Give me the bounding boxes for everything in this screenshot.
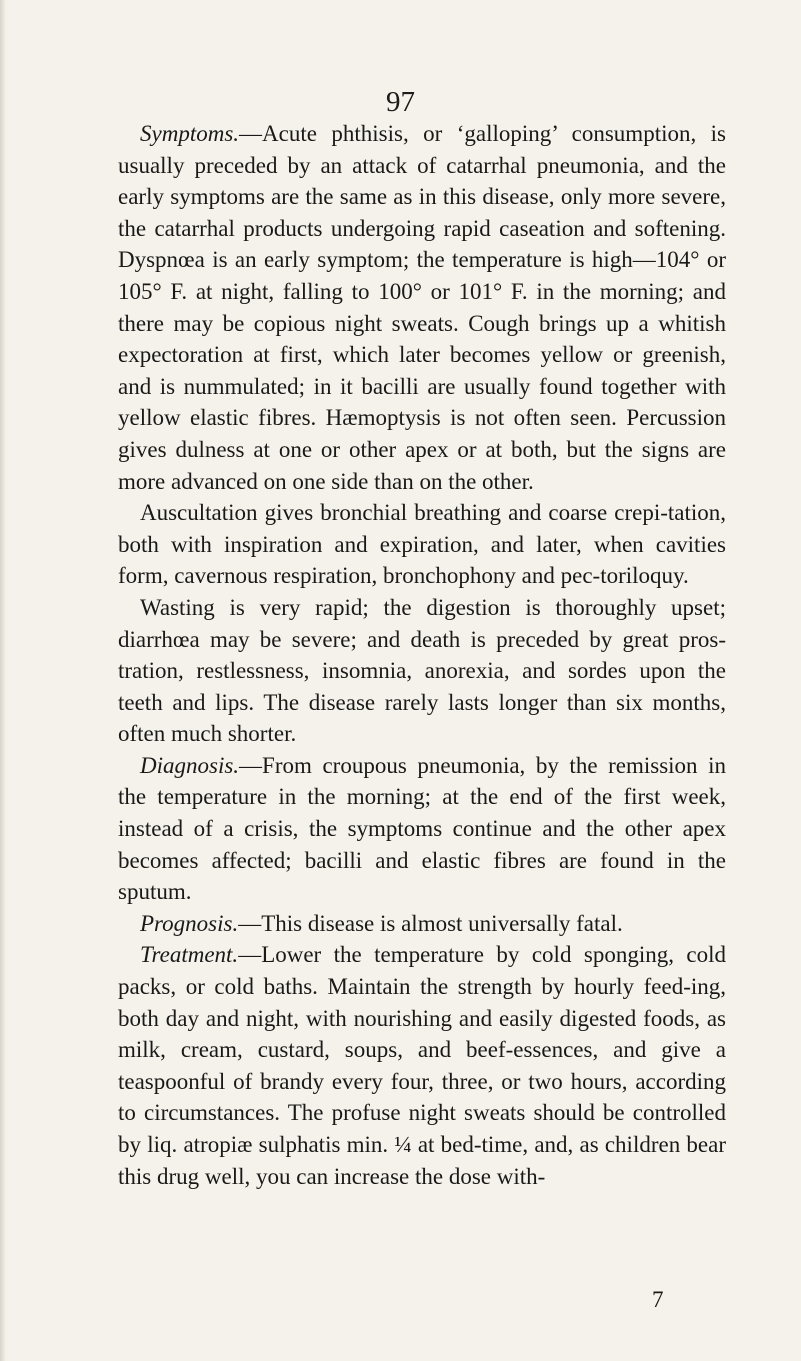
paragraph-wasting	[118, 592, 726, 750]
paragraph-symptoms	[118, 118, 726, 497]
heading-treatment: Treatment.	[140, 942, 239, 968]
heading-symptoms: Symptoms.	[140, 121, 240, 146]
body-text	[118, 118, 726, 1192]
signature-mark: 7	[652, 1287, 664, 1312]
paragraph-treatment	[118, 939, 726, 1192]
heading-diagnosis: Diagnosis.	[140, 752, 240, 778]
paragraph-prognosis	[118, 908, 726, 940]
heading-prognosis: Prognosis.	[140, 910, 239, 936]
paragraph-text: —From croupous pneumonia, by the remission in the temperature in the morning; at the end of the first week, instead of a crisis, the symptoms continue and the other apex becomes affected; bacilli and elastic fibres are found in the sputum.	[118, 752, 726, 905]
paragraph-text: —Acute phthisis, or ‘galloping’ consumption, is usually preceded by an attack of catarrhal pneumonia, and the early symptoms are the same as in this disease, only more severe, the catarrhal products undergoing rapid caseation and softening. Dyspnœa is an early symptom; the temperature is high—104° or 105° F. at night, falling to 100° or 101° F. in the morning; and there may be copious night sweats. Cough brings up a whitish expectoration at first, which later becomes yellow or greenish, and is nummulated; in it bacilli are usually found together with yellow elastic fibres. Hæmoptysis is not often seen. Percussion gives dulness at one or other apex or at both, but the signs are more advanced on one side than on the other.	[118, 121, 726, 494]
paragraph-text: —This disease is almost universally fatal.	[238, 910, 623, 936]
page-edge-shadow	[0, 0, 6, 1361]
paragraph-text: —Lower the temperature by cold sponging, cold packs, or cold baths. Maintain the strength by hourly feed-ing, both day and night, with nourishing and easily digested foods, as milk, cream, custard, soups, and beef-essences, and give a teaspoonful of brandy every four, three, or two hours, according to circumstances. The profuse night sweats should be controlled by liq. atropiæ sulphatis min. ¼ at bed-time, and, as children bear this drug well, you can increase the dose with-	[118, 942, 726, 1189]
paragraph-text: Wasting is very rapid; the digestion is thoroughly upset; diarrhœa may be severe; and death is preceded by great pros-tration, restlessness, insomnia, anorexia, and sordes upon the teeth and lips. The disease rarely lasts longer than six months, often much shorter.	[118, 594, 726, 747]
paragraph-diagnosis	[118, 750, 726, 908]
page-number: 97	[386, 86, 415, 118]
paragraph-auscultation	[118, 497, 726, 592]
paragraph-text: Auscultation gives bronchial breathing and coarse crepi-tation, both with inspiration and expiration, and later, when cavities form, cavernous respiration, bronchophony and pec-toriloquy.	[118, 500, 726, 589]
